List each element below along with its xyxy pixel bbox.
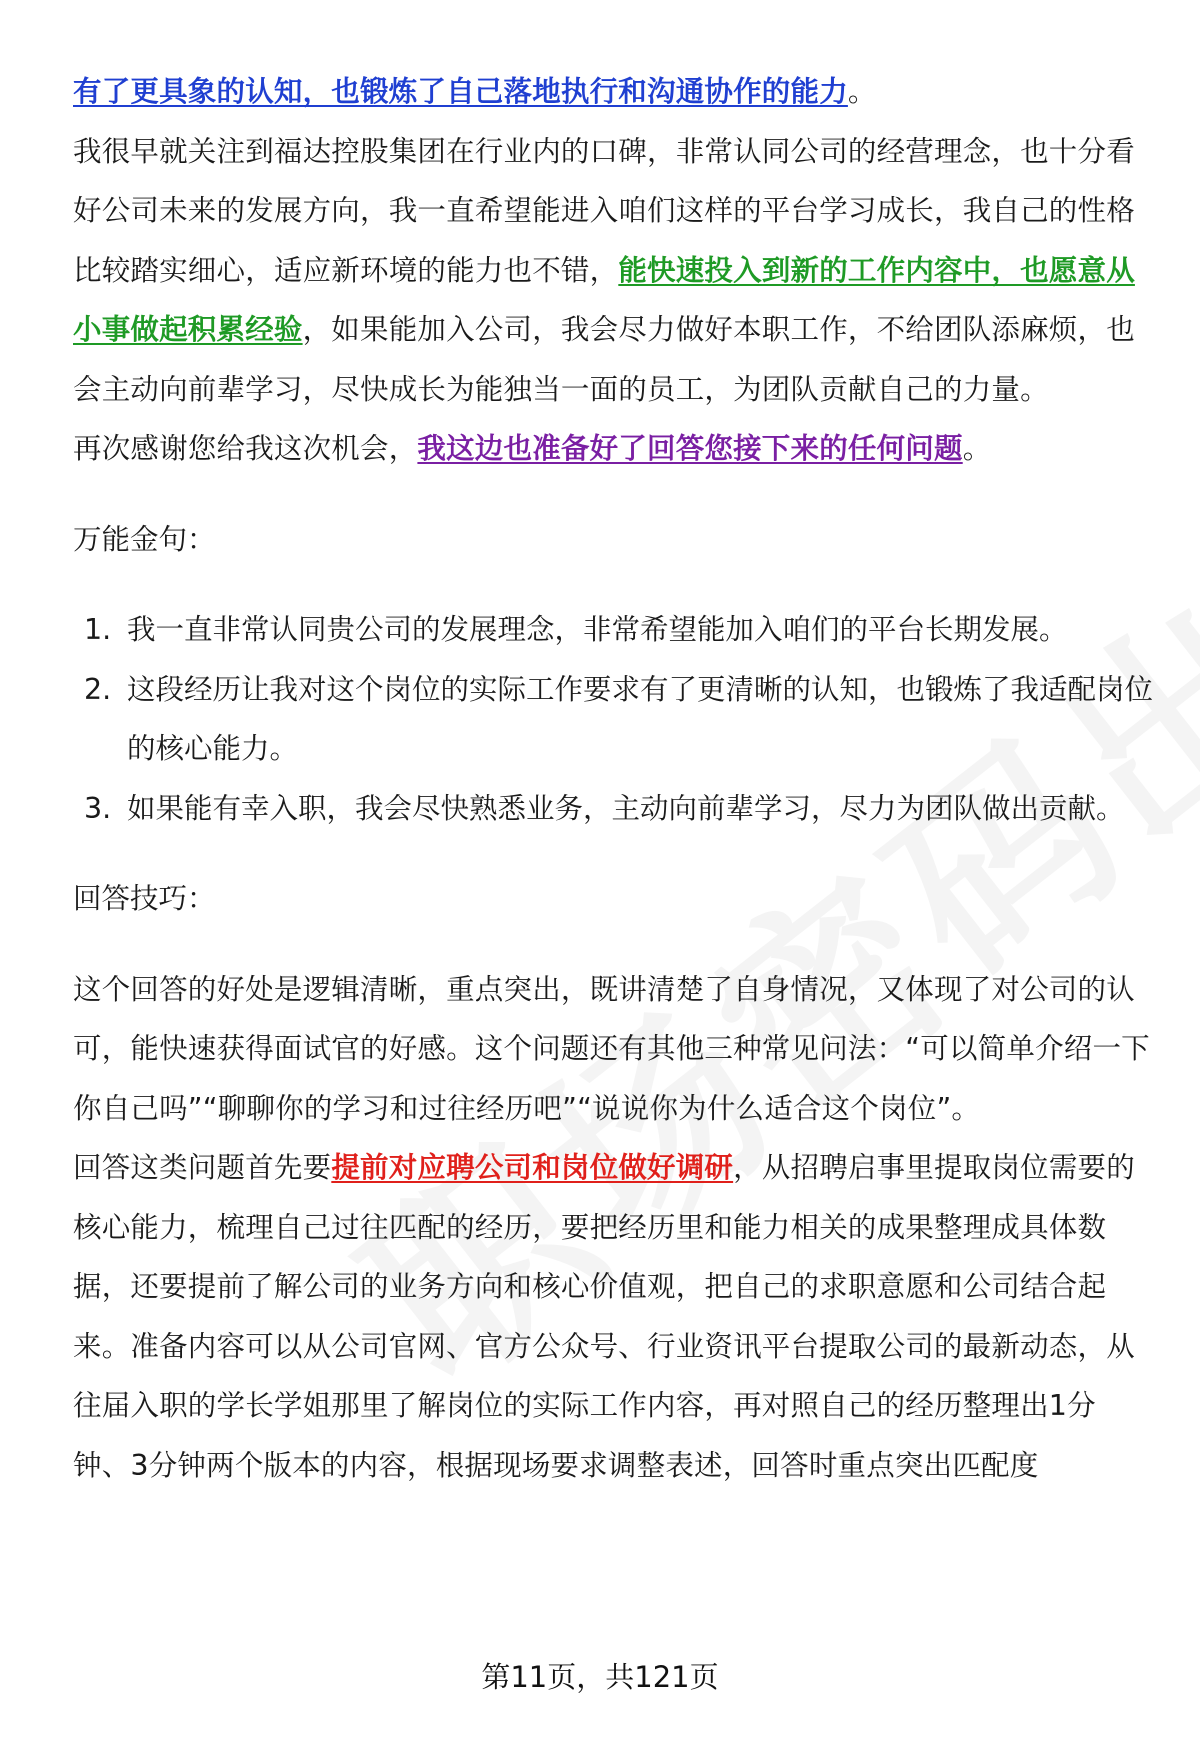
spacer [73,479,1153,510]
text-span: ，从招聘启事里提取岗位需要的核心能力，梳理自己过往匹配的经历，要把经历里和能力相关的成果整理成具体数据，还要提前了解公司的业务方向和核心价值观，把自己的求职意愿和公司结合起来。准备内容可以从公司官网、官方公众号、行业资讯平台提取公司的最新动态，从往届入职的学长学姐那里了解岗位的实际工作内容，再对照自己的经历整理出1分钟、3分钟两个版本的内容，根据现场要求调整表述，回答时重点突出匹配度 [73,1151,1135,1482]
list-number: 2. [84,672,112,706]
highlight-purple: 我这边也准备好了回答您接下来的任何问题 [417,432,963,465]
text-span: ，如果能加入公司，我会尽力做好本职工作，不给团队添麻烦，也会主动向前辈学习，尽快成长为能独当一面的员工，为团队贡献自己的力量。 [73,313,1135,406]
spacer [73,929,1153,960]
text-span: 。 [962,432,992,465]
text-span: 。 [847,75,877,108]
closing-paragraph [73,419,1153,479]
list-number: 1. [84,613,112,646]
highlight-red: 提前对应聘公司和岗位做好调研 [331,1151,734,1184]
spacer [73,569,1153,600]
text-span: 再次感谢您给我这次机会， [73,432,418,465]
tips-method-paragraph [73,1138,1153,1495]
spacer [73,838,1153,869]
golden-sentences-heading: 万能金句： [73,522,216,556]
highlight-green: 能快速投入到新的工作内容中，也愿意从小事做起积累经验 [73,253,1135,346]
tips-paragraph: 这个回答的好处是逻辑清晰，重点突出，既讲清楚了自身情况，又体现了对公司的认可，能快速获得面试官的好感。这个问题还有其他三种常见问法：“可以简单介绍一下你自己吗”“聊聊你的学习和过往经历吧”“说说你为什么适合这个岗位”。 [73,972,1150,1125]
list-number: 3. [84,791,112,825]
list-item [73,660,1153,779]
golden-sentences-list [73,600,1153,838]
answer-tips-heading: 回答技巧： [73,882,216,915]
list-item-text: 我一直非常认同贵公司的发展理念，非常希望能加入咱们的平台长期发展。 [127,613,1068,646]
intro-tail-paragraph [73,62,1153,122]
list-item-text: 这段经历让我对这个岗位的实际工作要求有了更清晰的认知，也锻炼了我适配岗位的核心能力。 [127,672,1154,765]
list-item [73,600,1153,660]
motivation-paragraph [73,122,1153,420]
list-item [73,779,1153,839]
text-span: 回答这类问题首先要 [73,1151,332,1184]
highlight-blue: 有了更具象的认知，也锻炼了自己落地执行和沟通协作的能力 [73,75,848,108]
page-footer: 第11页，共121页 [481,1660,719,1694]
text-span: 我很早就关注到福达控股集团在行业内的口碑，非常认同公司的经营理念，也十分看好公司未来的发展方向，我一直希望能进入咱们这样的平台学习成长，我自己的性格比较踏实细心，适应新环境的能力也不错， [73,134,1135,287]
document-body [73,62,1153,1495]
list-item-text: 如果能有幸入职，我会尽快熟悉业务，主动向前辈学习，尽力为团队做出贡献。 [127,791,1125,825]
